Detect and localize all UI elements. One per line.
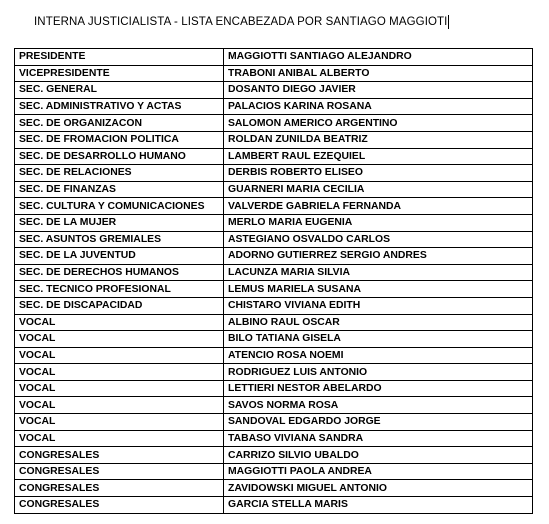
table-row [15,314,533,331]
position-cell[interactable]: VOCAL [15,347,224,364]
table-row [15,49,533,66]
position-cell[interactable]: PRESIDENTE [15,49,224,66]
table-row [15,281,533,298]
candidate-name-cell[interactable]: ASTEGIANO OSVALDO CARLOS [224,231,533,248]
candidate-name-cell[interactable]: MAGGIOTTI PAOLA ANDREA [224,463,533,480]
position-cell[interactable]: SEC. DE ORGANIZACON [15,115,224,132]
position-cell[interactable]: SEC. DE DISCAPACIDAD [15,297,224,314]
table-row [15,297,533,314]
candidate-name-cell[interactable]: MERLO MARIA EUGENIA [224,214,533,231]
candidate-list-body [15,49,533,514]
candidate-name-cell[interactable]: TABASO VIVIANA SANDRA [224,430,533,447]
candidate-name-cell[interactable]: RODRIGUEZ LUIS ANTONIO [224,364,533,381]
candidate-name-cell[interactable]: LETTIERI NESTOR ABELARDO [224,380,533,397]
candidate-name-cell[interactable]: CARRIZO SILVIO UBALDO [224,447,533,464]
candidate-name-cell[interactable]: LAMBERT RAUL EZEQUIEL [224,148,533,165]
table-row [15,231,533,248]
table-row [15,82,533,99]
document-title[interactable] [34,15,449,29]
table-row [15,115,533,132]
table-row [15,414,533,431]
table-row [15,497,533,514]
position-cell[interactable]: SEC. TECNICO PROFESIONAL [15,281,224,298]
table-row [15,181,533,198]
table-row [15,430,533,447]
position-cell[interactable]: SEC. ADMINISTRATIVO Y ACTAS [15,98,224,115]
candidate-name-cell[interactable]: VALVERDE GABRIELA FERNANDA [224,198,533,215]
position-cell[interactable]: CONGRESALES [15,463,224,480]
table-row [15,131,533,148]
table-row [15,397,533,414]
candidate-name-cell[interactable]: ATENCIO ROSA NOEMI [224,347,533,364]
candidate-name-cell[interactable]: ZAVIDOWSKI MIGUEL ANTONIO [224,480,533,497]
candidate-name-cell[interactable]: LEMUS MARIELA SUSANA [224,281,533,298]
position-cell[interactable]: VOCAL [15,397,224,414]
table-row [15,331,533,348]
table-row [15,214,533,231]
position-cell[interactable]: VOCAL [15,414,224,431]
table-row [15,264,533,281]
candidate-name-cell[interactable]: MAGGIOTTI SANTIAGO ALEJANDRO [224,49,533,66]
candidate-name-cell[interactable]: LACUNZA MARIA SILVIA [224,264,533,281]
table-row [15,165,533,182]
table-row [15,98,533,115]
position-cell[interactable]: SEC. GENERAL [15,82,224,99]
position-cell[interactable]: SEC. DE DERECHOS HUMANOS [15,264,224,281]
candidate-name-cell[interactable]: DOSANTO DIEGO JAVIER [224,82,533,99]
position-cell[interactable]: VOCAL [15,430,224,447]
table-row [15,65,533,82]
table-row [15,364,533,381]
position-cell[interactable]: SEC. DE LA JUVENTUD [15,248,224,265]
position-cell[interactable]: SEC. DE FINANZAS [15,181,224,198]
candidate-name-cell[interactable]: GARCIA STELLA MARIS [224,497,533,514]
candidate-name-cell[interactable]: CHISTARO VIVIANA EDITH [224,297,533,314]
position-cell[interactable]: SEC. ASUNTOS GREMIALES [15,231,224,248]
position-cell[interactable]: CONGRESALES [15,497,224,514]
candidate-name-cell[interactable]: BILO TATIANA GISELA [224,331,533,348]
position-cell[interactable]: VOCAL [15,314,224,331]
table-row [15,463,533,480]
position-cell[interactable]: VOCAL [15,331,224,348]
table-row [15,380,533,397]
table-row [15,248,533,265]
candidate-name-cell[interactable]: PALACIOS KARINA ROSANA [224,98,533,115]
candidate-name-cell[interactable]: SALOMON AMERICO ARGENTINO [224,115,533,132]
candidate-name-cell[interactable]: GUARNERI MARIA CECILIA [224,181,533,198]
table-row [15,480,533,497]
candidate-name-cell[interactable]: ROLDAN ZUNILDA BEATRIZ [224,131,533,148]
table-row [15,198,533,215]
table-row [15,347,533,364]
candidate-name-cell[interactable]: DERBIS ROBERTO ELISEO [224,165,533,182]
candidate-name-cell[interactable]: ADORNO GUTIERREZ SERGIO ANDRES [224,248,533,265]
position-cell[interactable]: SEC. CULTURA Y COMUNICACIONES [15,198,224,215]
candidate-name-cell[interactable]: ALBINO RAUL OSCAR [224,314,533,331]
position-cell[interactable]: VICEPRESIDENTE [15,65,224,82]
candidate-name-cell[interactable]: SANDOVAL EDGARDO JORGE [224,414,533,431]
position-cell[interactable]: SEC. DE FROMACION POLITICA [15,131,224,148]
candidate-name-cell[interactable]: SAVOS NORMA ROSA [224,397,533,414]
document-title-text[interactable]: INTERNA JUSTICIALISTA - LISTA ENCABEZADA POR SANTIAGO MAGGIOTI [34,16,448,28]
text-cursor [448,15,449,29]
position-cell[interactable]: VOCAL [15,380,224,397]
position-cell[interactable]: CONGRESALES [15,480,224,497]
table-row [15,148,533,165]
position-cell[interactable]: SEC. DE LA MUJER [15,214,224,231]
candidate-name-cell[interactable]: TRABONI ANIBAL ALBERTO [224,65,533,82]
position-cell[interactable]: SEC. DE RELACIONES [15,165,224,182]
position-cell[interactable]: VOCAL [15,364,224,381]
table-row [15,447,533,464]
position-cell[interactable]: SEC. DE DESARROLLO HUMANO [15,148,224,165]
position-cell[interactable]: CONGRESALES [15,447,224,464]
candidate-list-table [14,48,533,514]
